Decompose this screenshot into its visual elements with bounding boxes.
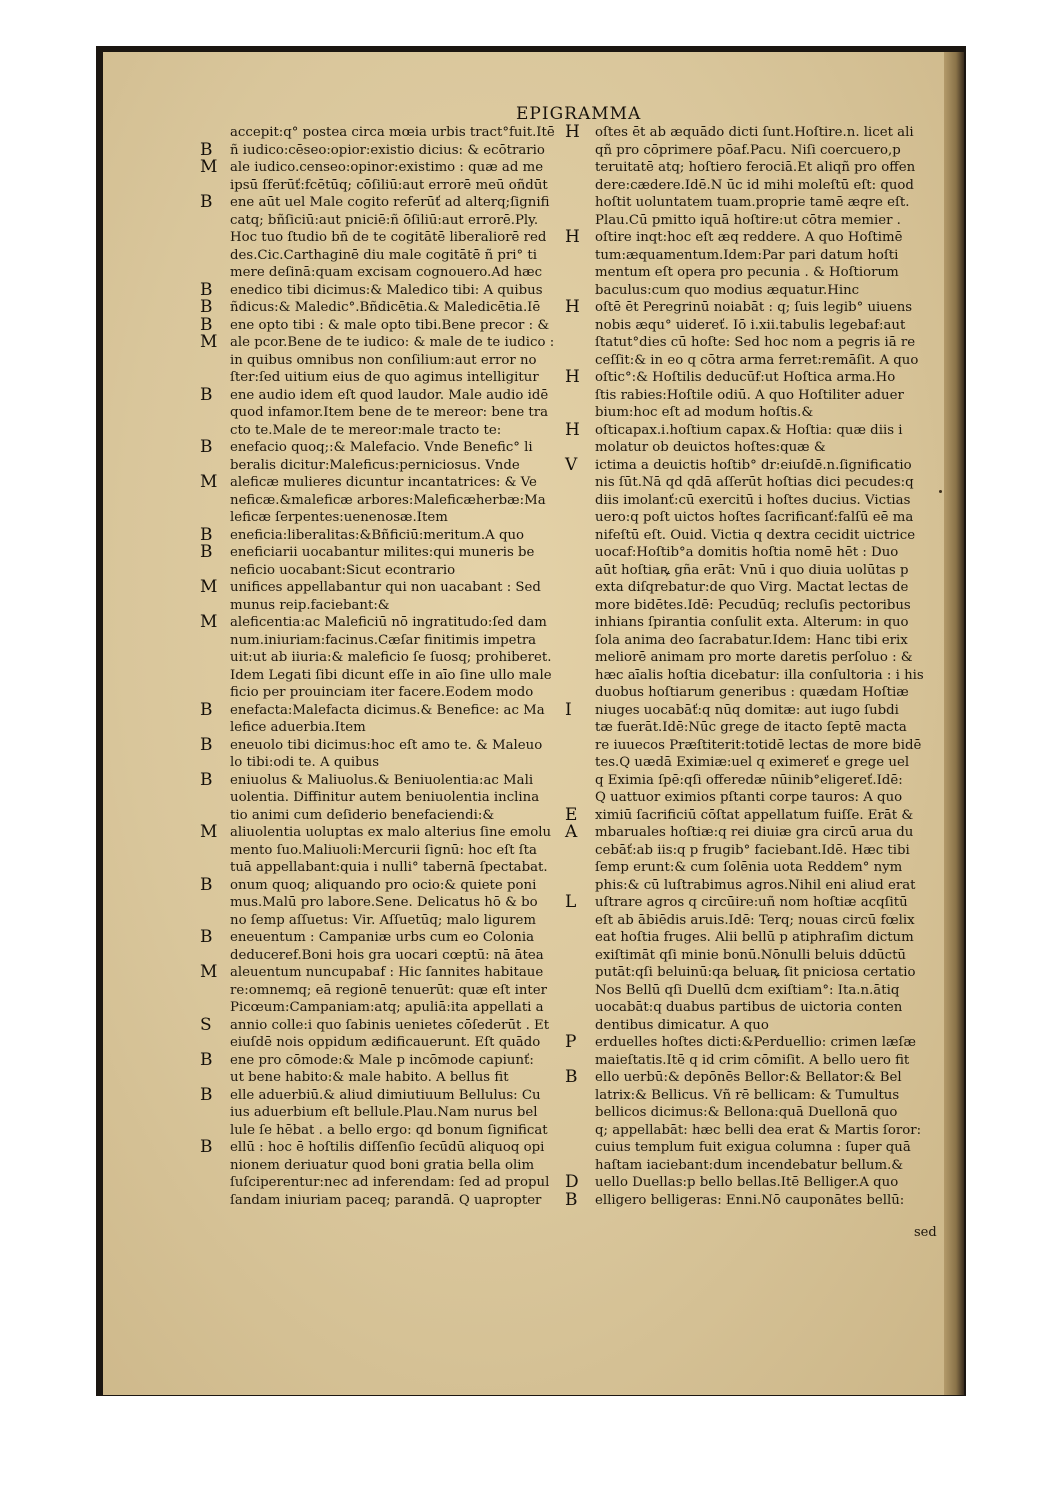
section-initial: B xyxy=(565,1189,578,1210)
page-mark xyxy=(939,490,942,493)
text-line xyxy=(200,789,572,807)
text-line xyxy=(565,1069,946,1087)
text-line xyxy=(200,579,572,597)
line-text: eneficiarii uocabantur milites:qui muneris be xyxy=(230,545,535,560)
line-text: Q uattuor eximios pſtanti corpe tauros: A quo xyxy=(595,790,903,805)
line-text: diis imolanť:cū exercitū i hoſtes ducius. Victias xyxy=(595,492,911,508)
text-line xyxy=(565,982,946,1000)
text-line xyxy=(200,264,572,282)
section-initial: B xyxy=(200,437,213,457)
text-line xyxy=(200,667,572,685)
text-line xyxy=(200,212,572,230)
line-text: tes.Q uædā Eximiæ:uel q eximereť e grege uel xyxy=(595,755,910,770)
line-text: aūt hoſtiaꝶ gña erāt: Vnū i quo diuia uolūtas p xyxy=(595,562,909,578)
section-initial: B xyxy=(200,524,213,545)
line-text: ipsū ſferūť:fcētūq; cōſiliū:aut errorē meū oñdūt xyxy=(230,177,548,193)
text-line xyxy=(565,684,946,702)
text-line xyxy=(565,404,946,422)
text-line xyxy=(565,964,946,982)
line-text: quod infamor.Item bene de te mereor: bene tra xyxy=(230,405,549,420)
text-line xyxy=(565,509,946,527)
section-initial: M xyxy=(200,962,218,982)
section-initial: M xyxy=(200,822,218,842)
line-text: aliuolentia uoluptas ex malo alterius ſine emolu xyxy=(230,825,552,840)
text-line xyxy=(565,177,946,195)
line-text: aleficentia:ac Maleficiū nō ingratitudo:ſed dam xyxy=(230,615,547,630)
catchword: sed xyxy=(914,1225,937,1240)
line-text: re iuuecos Præſtiterit:totidē lectas de more bidē xyxy=(595,737,922,753)
line-text: eat hoſtia fruges. Alii bellū p atiphraſim dictum xyxy=(595,930,914,945)
text-line xyxy=(200,1192,572,1210)
line-text: Idem Legati ſibi dicunt eſſe in aīo ſine ullo male xyxy=(230,667,552,683)
text-line xyxy=(565,824,946,842)
text-line xyxy=(565,1104,946,1122)
line-text: elligero belligeras: Enni.Nō cauponātes bellū: xyxy=(595,1192,905,1208)
line-text: tæ fuerāt.Idē:Nūc grege de itacto ſeptē macta xyxy=(595,720,907,735)
line-text: lefice aduerbia.Item xyxy=(230,720,366,735)
text-line xyxy=(200,912,572,930)
text-line xyxy=(565,649,946,667)
line-text: no ſemp aſſuetus: Vir. Aſſuetūq; malo ligurem xyxy=(230,912,536,928)
section-initial: B xyxy=(200,1084,213,1105)
section-initial: A xyxy=(565,822,578,842)
line-text: ceſſit:& in eo q cōtra arma ferret:remāſit. A quo xyxy=(595,352,919,368)
line-text: erduelles hoſtes dicti:&Perduellio: crimen læſæ xyxy=(595,1035,916,1050)
line-text: oſticapax.i.hoſtium capax.& Hoſtia: quæ diis i xyxy=(595,422,903,438)
line-text: ñ iudico:cēseo:opior:existio dicius: & ecōtrario xyxy=(230,142,545,158)
text-line xyxy=(565,1087,946,1105)
line-text: neficio uocabant:Sicut econtrario xyxy=(230,562,456,578)
line-text: ſola anima deo ſacrabatur.Idem: Hanc tibi erix xyxy=(595,632,908,648)
text-line xyxy=(200,824,572,842)
line-text: ictima a deuictis hoſtib° dr:eiuſdē.n.ſignificatio xyxy=(595,457,912,473)
text-line xyxy=(200,124,572,142)
line-text: nionem deriuatur quod boni gratia bella olim xyxy=(230,1157,535,1173)
line-text: ius aduerbium eſt bellule.Plau.Nam nurus bel xyxy=(230,1105,538,1120)
text-line xyxy=(565,579,946,597)
line-text: des.Cic.Carthaginē diu male cogitātē ñ pri° ti xyxy=(230,247,537,263)
line-text: tum:æquamentum.Idem:Par pari datum hoſti xyxy=(595,247,899,263)
line-text: duobus hoſtiarum generibus : quædam Hoſtiæ xyxy=(595,685,909,700)
section-initial: B xyxy=(200,314,213,335)
text-line xyxy=(200,1139,572,1157)
line-text: ale pcor.Bene de te iudico: & male de te iudico : xyxy=(230,335,555,350)
line-text: qñ pro cōprimere pōaf.Pacu. Niſi coercuero,p xyxy=(595,142,901,158)
section-initial: E xyxy=(565,804,578,825)
line-text: ſtatut°dies cū hoſte: Sed hoc nom a pegris iā re xyxy=(595,335,916,350)
line-text: neficæ.&maleficæ arbores:Maleficæherbæ:Ma xyxy=(230,492,546,508)
text-line xyxy=(565,614,946,632)
text-line xyxy=(565,387,946,405)
text-line xyxy=(565,454,946,475)
text-line xyxy=(565,1157,946,1175)
text-line xyxy=(565,1174,946,1192)
text-line xyxy=(565,1139,946,1157)
text-line xyxy=(200,999,572,1017)
line-text: ſandam iniuriam paceq; parandā. Q uapropter xyxy=(230,1192,542,1208)
line-text: ficio per prouinciam iter facere.Eodem modo xyxy=(230,685,534,700)
line-text: bellicos dicimus:& Bellona:quā Duellonā quo xyxy=(595,1105,898,1120)
line-text: mento ſuo.Maliuoli:Mercurii ſignū: hoc eſt ſta xyxy=(230,842,537,858)
text-line xyxy=(200,509,572,527)
section-initial: L xyxy=(565,892,577,912)
line-text: nobis æqu° uidereť. Iō i.xii.tabulis legebaf:aut xyxy=(595,317,906,333)
line-text: ñdicus:& Maledic°.Bñdicētia.& Maledicētia.Iē xyxy=(230,300,541,315)
line-text: cuius templum fuit exigua columna : ſuper quā xyxy=(595,1140,911,1155)
section-initial: P xyxy=(565,1032,577,1052)
line-text: eneuentum : Campaniæ urbs cum eo Colonia xyxy=(230,930,535,945)
line-text: leficæ ſerpentes:uenenosæ.Item xyxy=(230,510,448,525)
text-line xyxy=(565,142,946,160)
text-line xyxy=(200,422,572,440)
line-text: catq; bñſiciū:aut pniciē:ñ ōſiliū:aut errorē.Ply. xyxy=(230,212,539,228)
text-line xyxy=(200,754,572,772)
text-line xyxy=(200,159,572,177)
line-text: ſuſciperentur:nec ad inferendam: ſed ad propul xyxy=(230,1175,550,1190)
text-line xyxy=(200,229,572,247)
line-text: re:omnemq; eā regionē tenuerūt: quæ eſt inter xyxy=(230,982,547,998)
text-line xyxy=(200,894,572,912)
line-text: uocaf:Hoſtib°a domitis hoſtia nomē hēt : Duo xyxy=(595,545,899,560)
section-initial: M xyxy=(200,612,218,632)
section-initial: B xyxy=(200,542,213,562)
line-text: more bidētes.Idē: Pecudūq; recluſis pectoribus xyxy=(595,597,911,613)
text-line xyxy=(200,457,572,475)
line-text: annio colle:i quo ſabinis uenietes cōſederūt . Et xyxy=(230,1017,550,1033)
line-text: uolentia. Diffinitur autem beniuolentia inclina xyxy=(230,790,540,805)
text-line xyxy=(565,124,946,142)
line-text: putāt:qſi beluinū:qa beluaꝶ ſit pniciosa certatio xyxy=(595,965,916,980)
section-initial: H xyxy=(565,367,580,387)
text-line xyxy=(565,419,946,440)
text-line xyxy=(565,719,946,737)
line-text: nis ſūt.Nā qd qdā aſſerūt hoſtias dici pecudes:q xyxy=(595,475,914,490)
text-line xyxy=(200,632,572,650)
text-line xyxy=(200,369,572,387)
text-line xyxy=(200,699,572,720)
line-text: haſtam iaciebant:dum incendebatur bellum.& xyxy=(595,1157,904,1173)
line-text: eneficia:liberalitas:&Bñficiū:meritum.A quo xyxy=(230,527,525,543)
line-text: ſtis rabies:Hoſtile odiū. A quo Hoſtiliter aduer xyxy=(595,387,904,403)
line-text: ello uerbū:& depōnēs Bellor:& Bellator:& Bel xyxy=(595,1070,902,1085)
line-text: eſt ab ābiēdis aruis.Idē: Terq; nouas circū fœlix xyxy=(595,912,915,928)
line-text: oſtic°:& Hoſtilis deducūf:ut Hoſtica arma.Ho xyxy=(595,370,896,385)
text-line xyxy=(565,492,946,510)
section-initial: V xyxy=(565,454,578,475)
text-line xyxy=(200,842,572,860)
text-line xyxy=(200,769,572,790)
text-line xyxy=(565,999,946,1017)
text-line xyxy=(200,614,572,632)
line-text: in quibus omnibus non conſilium:aut error no xyxy=(230,352,537,368)
section-initial: B xyxy=(200,192,213,212)
text-line xyxy=(565,737,946,755)
text-line xyxy=(565,299,946,317)
text-line xyxy=(565,247,946,265)
text-line xyxy=(565,334,946,352)
line-text: molatur ob deuictos hoſtes:quæ & xyxy=(595,440,826,455)
text-line xyxy=(200,982,572,1000)
line-text: mbaruales hoſtiæ:q rei diuiæ gra circū arua du xyxy=(595,825,914,840)
section-initial: B xyxy=(200,297,213,317)
left-column xyxy=(200,124,572,1209)
text-line xyxy=(565,597,946,615)
section-initial: B xyxy=(200,139,213,160)
text-line xyxy=(565,474,946,492)
text-line xyxy=(200,1104,572,1122)
line-text: cebāť:ab iis:q p frugib° faciebant.Idē. Hæc tibi xyxy=(595,842,910,858)
line-text: hoſtit uoluntatem tuam.proprie tamē æqre eſt. xyxy=(595,195,910,210)
line-text: lo tibi:odi te. A quibus xyxy=(230,755,380,770)
section-initial: I xyxy=(565,699,572,720)
text-line xyxy=(200,734,572,755)
text-line xyxy=(200,299,572,317)
line-text: ene aūt uel Male cogito referūť ad alterq;ſignifi xyxy=(230,195,550,210)
text-line xyxy=(565,1189,946,1210)
text-line xyxy=(565,667,946,685)
text-line xyxy=(200,247,572,265)
line-text: ſemp erunt:& cum ſolēnia uota Reddem° nym xyxy=(595,860,903,875)
line-text: ut bene habito:& male habito. A bellus fit xyxy=(230,1070,509,1085)
section-initial: M xyxy=(200,332,218,352)
section-initial: M xyxy=(200,577,218,597)
text-line xyxy=(200,1174,572,1192)
section-initial: B xyxy=(200,1137,213,1157)
section-initial: B xyxy=(200,769,213,790)
page-edge xyxy=(944,52,964,1395)
line-text: exta diſqrebatur:de quo Virg. Mactat lectas de xyxy=(595,580,909,595)
line-text: unifices appellabantur qui non uacabant : Sed xyxy=(230,580,541,595)
line-text: eiuſdē nois oppidum ædificauerunt. Eſt quādo xyxy=(230,1035,541,1050)
line-text: phis:& cū luſtrabimus agros.Nihil eni aliud erat xyxy=(595,877,916,893)
line-text: ene audio idem eſt quod laudor. Male audio idē xyxy=(230,387,549,403)
text-line xyxy=(200,279,572,300)
text-line xyxy=(200,1069,572,1087)
text-line xyxy=(565,772,946,790)
text-line xyxy=(565,544,946,562)
text-line xyxy=(200,194,572,212)
text-line xyxy=(565,317,946,335)
line-text: niuges uocabāť:q nūq domitæ: aut iugo ſubdi xyxy=(595,702,899,718)
section-initial: B xyxy=(200,927,213,947)
text-line xyxy=(200,404,572,422)
line-text: Nos Bellū qſi Duellū dcm exiſtiam°: Ita.n.ātiq xyxy=(595,982,900,998)
text-line xyxy=(565,804,946,825)
line-text: eniuolus & Maliuolus.& Beniuolentia:ac Mali xyxy=(230,772,534,788)
text-line xyxy=(200,807,572,825)
text-line xyxy=(200,139,572,160)
line-text: aleficæ mulieres dicuntur incantatrices: & Ve xyxy=(230,475,537,490)
line-text: onum quoq; aliquando pro ocio:& quiete poni xyxy=(230,877,537,893)
text-line xyxy=(565,947,946,965)
line-text: exiſtimāt qſi minie bonū.Nōnulli beluis ddūctū xyxy=(595,947,906,963)
text-line xyxy=(200,524,572,545)
text-line xyxy=(200,177,572,195)
line-text: deduceref.Boni hois gra uocari cœptū: nā ātea xyxy=(230,947,544,963)
line-text: num.iniuriam:facinus.Cæſar finitimis impetra xyxy=(230,632,537,648)
text-line xyxy=(565,632,946,650)
text-line xyxy=(200,947,572,965)
text-line xyxy=(565,282,946,300)
text-line xyxy=(200,384,572,405)
line-text: uocabāt:q duabus partibus de uictoria conten xyxy=(595,1000,903,1015)
line-text: munus reip.faciebant:& xyxy=(230,597,390,613)
text-line xyxy=(565,877,946,895)
text-line xyxy=(200,1084,572,1105)
line-text: hæc aīalis hoſtia dicebatur: illa conſultoria : i his xyxy=(595,667,924,683)
text-line xyxy=(200,1014,572,1035)
section-initial: B xyxy=(200,384,213,405)
line-text: bium:hoc eſt ad modum hoſtis.& xyxy=(595,405,814,420)
text-line xyxy=(565,212,946,230)
line-text: ellū : hoc ē hoſtilis diſſenſio ſecūdū aliquoq opi xyxy=(230,1140,545,1155)
section-initial: S xyxy=(200,1014,212,1035)
text-line xyxy=(565,229,946,247)
section-initial: M xyxy=(200,472,218,492)
text-line xyxy=(565,352,946,370)
line-text: baculus:cum quo modius æquatur.Hinc xyxy=(595,282,860,298)
section-initial: D xyxy=(565,1172,579,1192)
line-text: aleuentum nuncupabaf : Hic ſannites habitaue xyxy=(230,965,544,980)
text-line xyxy=(200,929,572,947)
text-line xyxy=(200,1122,572,1140)
text-line xyxy=(200,544,572,562)
text-line xyxy=(565,842,946,860)
text-line xyxy=(200,874,572,895)
line-text: ene pro cōmode:& Male p incōmode capiunť: xyxy=(230,1052,534,1068)
line-text: cto te.Male de te mereor:male tracto te: xyxy=(230,422,502,438)
section-initial: B xyxy=(200,699,213,720)
line-text: uſtrare agros q circūire:uñ nom hoſtiæ acqſitū xyxy=(595,895,908,910)
text-line xyxy=(200,1034,572,1052)
text-line xyxy=(565,1122,946,1140)
section-initial: B xyxy=(200,874,213,895)
text-line xyxy=(200,492,572,510)
line-text: eneuolo tibi dicimus:hoc eſt amo te. & Maleuo xyxy=(230,737,543,753)
text-line xyxy=(565,369,946,387)
line-text: lule ſe hēbat . a bello ergo: qd bonum ſignificat xyxy=(230,1122,548,1138)
line-text: dentibus dimicatur. A quo xyxy=(595,1017,769,1033)
running-head: EPIGRAMMA xyxy=(516,104,642,124)
line-text: oſtē ēt Peregrinū noiabāt : q; ſuis legib° uiuens xyxy=(595,300,913,315)
section-initial: B xyxy=(200,1049,213,1070)
line-text: oſtire inqt:hoc eſt æq reddere. A quo Hoſtimē xyxy=(595,230,903,245)
text-line xyxy=(565,264,946,282)
section-initial: H xyxy=(565,122,580,142)
line-text: enedico tibi dicimus:& Maledico tibi: A quibus xyxy=(230,282,543,298)
text-line xyxy=(565,859,946,877)
text-line xyxy=(200,562,572,580)
line-text: ale iudico.censeo:opinor:existimo : quæ ad me xyxy=(230,160,544,175)
section-initial: B xyxy=(200,279,213,300)
line-text: elle aduerbiū.& aliud dimiutiuum Bellulus: Cu xyxy=(230,1087,541,1103)
text-line xyxy=(200,597,572,615)
line-text: beralis dicitur:Maleficus:perniciosus. Vnde xyxy=(230,457,520,473)
line-text: oſtes ēt ab æquādo dicti ſunt.Hoſtire.n. licet ali xyxy=(595,125,914,140)
line-text: enefacta:Malefacta dicimus.& Benefice: ac Ma xyxy=(230,702,545,718)
line-text: ſter:ſed uitium eius de quo agimus intelligitur xyxy=(230,370,539,385)
line-text: tuā appellabant:quia i nulli° tabernā ſpectabat. xyxy=(230,860,548,875)
text-line xyxy=(200,314,572,335)
text-line xyxy=(565,754,946,772)
line-text: Plau.Cū pmitto iquā hoſtire:ut cōtra memier . xyxy=(595,212,901,228)
line-text: mentum eſt opera pro pecunia . & Hoſtiorum xyxy=(595,265,899,280)
line-text: Picœum:Campaniam:atq; apuliā:ita appellati a xyxy=(230,1000,544,1015)
text-line xyxy=(565,562,946,580)
line-text: teruitatē atq; hoſtiero ferociā.Et aliqñ pro offen xyxy=(595,160,916,175)
line-text: q Eximia ſpē:qſi offeredæ nūinib°eligereť.Idē: xyxy=(595,772,903,788)
text-line xyxy=(565,159,946,177)
text-line xyxy=(200,859,572,877)
text-line xyxy=(200,1049,572,1070)
right-column xyxy=(565,124,946,1209)
line-text: ene opto tibi : & male opto tibi.Bene precor : & xyxy=(230,317,550,333)
line-text: dere:cædere.Idē.N ūc id mihi moleſtū eſt: quod xyxy=(595,177,914,193)
text-line xyxy=(565,439,946,457)
line-text: tio animi cum deſiderio benefaciendi:& xyxy=(230,807,495,823)
section-initial: H xyxy=(565,227,580,247)
text-line xyxy=(565,929,946,947)
text-line xyxy=(200,352,572,370)
text-line xyxy=(200,334,572,352)
text-line xyxy=(200,964,572,982)
line-text: latrix:& Bellicus. Vñ rē bellicam: & Tumultus xyxy=(595,1087,900,1103)
text-line xyxy=(565,194,946,212)
line-text: uero:q poſt uictos hoſtes ſacrificanť:falſū eē ma xyxy=(595,510,914,525)
text-line xyxy=(565,1017,946,1035)
text-line xyxy=(565,912,946,930)
line-text: mus.Malū pro labore.Sene. Delicatus hō & bo xyxy=(230,895,538,910)
line-text: mere deſinā:quam excisam cognouero.Ad hæc xyxy=(230,265,543,280)
line-text: inhians ſpirantia conſulit exta. Alterum: in quo xyxy=(595,615,909,630)
text-line xyxy=(200,719,572,737)
section-initial: H xyxy=(565,297,580,317)
section-initial: M xyxy=(200,157,218,177)
line-text: maieſtatis.Itē q id crim cōmiſit. A bello uero fit xyxy=(595,1052,910,1068)
text-line xyxy=(565,1034,946,1052)
line-text: uit:ut ab iiuria:& maleficio ſe ſuosq; prohiberet. xyxy=(230,650,552,665)
line-text: enefacio quoq;:& Malefacio. Vnde Benefic° li xyxy=(230,440,533,455)
line-text: q; appellabāt: hæc belli dea erat & Martis ſoror: xyxy=(595,1122,922,1138)
line-text: accepit:q° postea circa mœia urbis tract°fuit.Itē xyxy=(230,125,555,140)
text-line xyxy=(565,699,946,720)
line-text: nifeſtū eſt. Ouid. Victia q dextra cecidit uictrice xyxy=(595,527,916,543)
text-line xyxy=(565,527,946,545)
line-text: meliorē animam pro morte daretis perſoluo : & xyxy=(595,650,913,665)
text-line xyxy=(200,649,572,667)
text-line xyxy=(200,1157,572,1175)
section-initial: H xyxy=(565,419,580,440)
section-initial: B xyxy=(565,1067,578,1087)
text-line xyxy=(565,894,946,912)
text-line xyxy=(200,474,572,492)
section-initial: B xyxy=(200,734,213,755)
line-text: uello Duellas:p bello bellas.Itē Belliger.A quo xyxy=(595,1175,899,1190)
text-line xyxy=(200,684,572,702)
line-text: Hoc tuo ſtudio bñ de te cogitātē liberaliorē red xyxy=(230,230,547,245)
text-line xyxy=(200,439,572,457)
text-line xyxy=(565,789,946,807)
text-line xyxy=(565,1052,946,1070)
line-text: ximiū ſacrificiū cōſtat appellatum fuiſſe. Erāt & xyxy=(595,807,914,823)
